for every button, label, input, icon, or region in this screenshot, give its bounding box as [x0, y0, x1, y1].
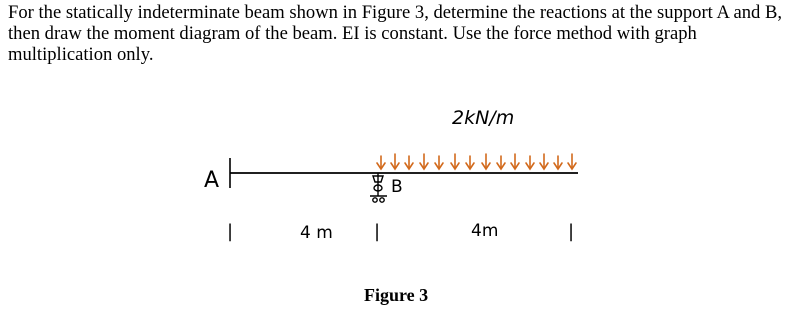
load-arrow	[568, 154, 576, 169]
load-arrow	[391, 154, 399, 169]
distributed-load	[377, 154, 576, 169]
load-arrow	[540, 154, 548, 169]
support-b-label: B	[391, 177, 403, 197]
figure-caption: Figure 3	[364, 285, 429, 305]
load-arrow	[526, 156, 534, 169]
load-arrow	[377, 156, 385, 169]
dimension-tick-b: |	[374, 221, 381, 242]
dimension-tick-a: |	[227, 221, 234, 242]
problem-statement: For the statically indeterminate beam shown in Figure 3, determine the reactions at the support A and B, then draw the moment diagram of the beam. EI is constant. Use the force method with graph multiplication only.	[8, 2, 783, 65]
load-arrow	[482, 154, 490, 169]
span-2-label: 4m	[471, 221, 499, 241]
load-arrow	[497, 156, 505, 169]
load-arrow	[420, 154, 428, 169]
load-arrow	[435, 156, 443, 169]
dimension-tick-end: |	[568, 221, 575, 242]
support-a-label: A	[204, 168, 220, 193]
load-arrow	[554, 156, 562, 169]
load-arrow	[451, 154, 459, 169]
load-label: 2kN/m	[452, 107, 515, 129]
load-arrow	[511, 154, 519, 169]
roller-support-b	[370, 173, 387, 202]
span-1-label: 4 m	[300, 223, 333, 243]
load-arrow	[405, 156, 413, 169]
load-arrow	[466, 156, 474, 169]
